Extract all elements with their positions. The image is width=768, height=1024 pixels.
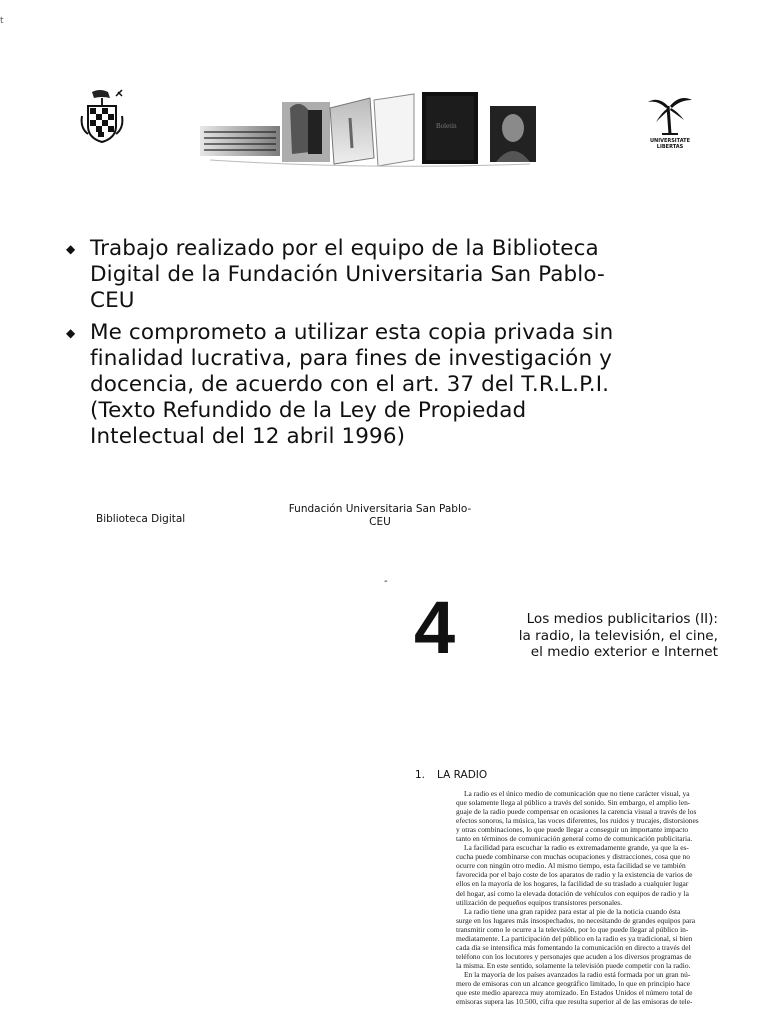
separator-mark: -	[384, 576, 388, 587]
body-text-line: efectos sonoros, la música, las voces diferentes, los ruidos y trucajes, distorsiones	[456, 816, 699, 826]
svg-text:Boletín: Boletín	[436, 122, 457, 130]
body-text-line: ocurre con ningún otro medio. Al mismo tiempo, esta facilidad se ve también	[456, 861, 686, 871]
bullet-line: finalidad lucrativa, para fines de investigación y	[90, 346, 612, 371]
bullet-line: docencia, de acuerdo con el art. 37 del T.R.L.P.I.	[90, 372, 610, 397]
credit-line: Fundación Universitaria San Pablo-	[288, 503, 472, 515]
logo-motto-line: UNIVERSITATE	[649, 138, 691, 144]
chapter-number: 4	[414, 586, 456, 669]
section-heading	[415, 769, 487, 781]
chapter-title-line: el medio exterior e Internet	[530, 644, 718, 660]
body-text-line: utilización de pequeños equipos transistores personales.	[456, 897, 623, 907]
section-body-text	[456, 789, 716, 1006]
body-text-line: surge en los lugares más insospechados, no necesitando de grandes equipos para	[456, 915, 696, 925]
bullet-line: Digital de la Fundación Universitaria San Pablo-	[90, 262, 605, 287]
chapter-title	[500, 611, 718, 661]
body-text-line: que este medio aparezca muy atomizado. En Estados Unidos el número total de	[456, 988, 693, 998]
diamond-bullet-icon: ◆	[66, 242, 76, 256]
body-text-line: emisoras supera las 10.500, cifra que resulta superior al de las emisoras de tele-	[456, 997, 693, 1007]
section-number: 1.	[415, 769, 426, 781]
credit-line: CEU	[369, 516, 391, 528]
body-text-line: La facilidad para escuchar la radio es extremadamente grande, ya que la es-	[464, 843, 689, 853]
body-text-line: transmitir como le ocurre a la televisión, por lo que puede llegar al público in-	[456, 924, 689, 934]
coat-of-arms-logo	[78, 88, 126, 146]
body-text-line: mero de emisoras con un alcance geográfico limitado, lo que en principio hace	[456, 978, 690, 988]
body-text-line: En la mayoría de los países avanzados la radio está formada por un gran nú-	[464, 969, 691, 979]
credit-biblioteca-digital: Biblioteca Digital	[96, 513, 186, 525]
body-text-line: guaje de la radio puede compensar en ocasiones la carencia visual a través de los	[456, 807, 697, 817]
bullet-item	[62, 236, 702, 314]
section-title: LA RADIO	[437, 769, 488, 781]
credit-fundacion	[285, 503, 475, 529]
bullet-item	[62, 320, 702, 450]
body-text-line: teléfono con los locutores y personajes que acuden a los diversos programas de	[456, 951, 692, 961]
logo-motto-line: LIBERTAS	[656, 144, 684, 150]
body-text-line: y otras combinaciones, lo que puede llegar a conseguir un importante impacto	[456, 825, 689, 835]
body-text-line: cada día se intensifica más fomentando la comunicación en directo a través del	[456, 942, 691, 952]
palm-tree-logo-caption	[640, 138, 700, 150]
body-text-line: ellos en la mayoría de los hogares, la facilidad de su traslado a cualquier lugar	[456, 879, 689, 889]
body-text-line: La radio tiene una gran rapidez para estar al pie de la noticia cuando ésta	[464, 906, 681, 916]
diamond-bullet-icon: ◆	[66, 326, 76, 340]
body-text-line: tanto en términos de comunicación general como de comunicación publicitaria.	[456, 834, 693, 844]
body-text-line: la misma. En este sentido, solamente la televisión puede competir con la radio.	[456, 960, 691, 970]
notice-bullet-list	[62, 236, 702, 456]
corner-mark: t	[0, 16, 4, 26]
bullet-line: Intelectual del 12 abril 1996)	[90, 424, 406, 449]
body-text-line: La radio es el único medio de comunicación que no tiene carácter visual, ya	[464, 789, 690, 798]
bullet-line: CEU	[90, 288, 135, 313]
body-text-line: mediatamente. La participación del público en la radio es ya tradicional, si bien	[456, 933, 693, 943]
chapter-title-line: la radio, la televisión, el cine,	[518, 627, 718, 644]
bullet-line: Me comprometo a utilizar esta copia privada sin	[90, 320, 614, 345]
body-text-line: favorecida por el bajo coste de los aparatos de radio y la existencia de varios de	[456, 870, 693, 880]
body-text-line: que solamente llega al público a través del sonido. Sin embargo, el amplio len-	[456, 798, 691, 808]
body-text-line: del hogar, así como la elevada dotación de vehículos con equipos de radio y la	[456, 888, 689, 898]
body-text-line: cucha puede combinarse con muchas ocupaciones y distracciones, cosa que no	[456, 852, 690, 862]
bullet-line: (Texto Refundido de la Ley de Propiedad	[90, 398, 527, 423]
bullet-line: Trabajo realizado por el equipo de la Biblioteca	[90, 236, 599, 261]
library-books-banner	[200, 88, 540, 172]
chapter-title-line: Los medios publicitarios (II):	[526, 611, 718, 627]
